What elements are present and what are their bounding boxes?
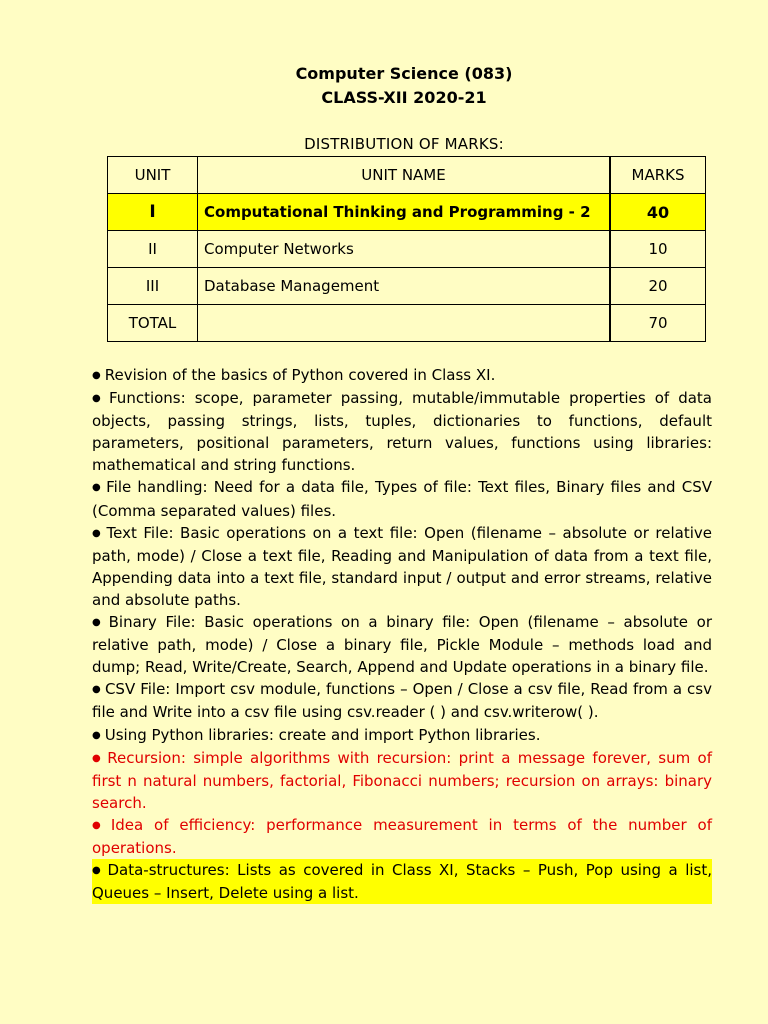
unit-name-cell: Computational Thinking and Programming - 2 bbox=[198, 194, 611, 231]
total-marks-cell: 70 bbox=[610, 305, 706, 342]
bullet-icon: ● bbox=[92, 684, 101, 696]
distribution-heading: DISTRIBUTION OF MARKS: bbox=[304, 135, 504, 153]
bullet-icon: ● bbox=[92, 393, 105, 405]
table-row bbox=[108, 194, 706, 231]
bullet-icon: ● bbox=[92, 752, 104, 764]
syllabus-item bbox=[92, 678, 712, 723]
bullet-icon: ● bbox=[92, 819, 107, 831]
bullet-icon: ● bbox=[92, 617, 105, 629]
syllabus-item-text: Recursion: simple algorithms with recursion: print a message forever, sum of first n natural numbers, factorial, Fibonacci numbers; recursion on arrays: binary search. bbox=[92, 748, 712, 812]
bullet-icon: ● bbox=[92, 865, 104, 877]
syllabus-item bbox=[92, 724, 712, 747]
unit-cell: III bbox=[108, 268, 198, 305]
total-name-cell bbox=[198, 305, 611, 342]
syllabus-content bbox=[92, 364, 712, 904]
syllabus-item bbox=[92, 611, 712, 678]
document-title: Computer Science (083) bbox=[295, 64, 513, 83]
bullet-icon: ● bbox=[92, 527, 103, 539]
syllabus-item-text: Text File: Basic operations on a text file: Open (filename – absolute or relative path, mode) / Close a text file, Reading and Manipulation of data from a text file, Appending data into a text file, standard input / output and error streams, relative and absolute paths. bbox=[92, 523, 712, 609]
marks-table bbox=[107, 156, 706, 342]
syllabus-item-text: Revision of the basics of Python covered in Class XI. bbox=[104, 366, 496, 384]
header-unit-name: UNIT NAME bbox=[198, 157, 611, 194]
bullet-icon: ● bbox=[92, 482, 103, 494]
total-label-cell: TOTAL bbox=[108, 305, 198, 342]
header-marks: MARKS bbox=[610, 157, 706, 194]
unit-cell: II bbox=[108, 231, 198, 268]
unit-name-cell: Computer Networks bbox=[198, 231, 611, 268]
table-row bbox=[108, 231, 706, 268]
table-row bbox=[108, 268, 706, 305]
table-total-row bbox=[108, 305, 706, 342]
bullet-icon: ● bbox=[92, 370, 101, 381]
table-header-row bbox=[108, 157, 706, 194]
unit-cell: I bbox=[108, 194, 198, 231]
syllabus-item-deleted bbox=[92, 814, 712, 859]
syllabus-item-text: Using Python libraries: create and import Python libraries. bbox=[104, 725, 541, 744]
class-title: CLASS-XII 2020-21 bbox=[321, 88, 487, 107]
syllabus-item-text: Data-structures: Lists as covered in Class XI, Stacks – Push, Pop using a list, Queues – Insert, Delete using a list. bbox=[92, 861, 713, 903]
header-unit: UNIT bbox=[108, 157, 198, 194]
syllabus-item bbox=[92, 387, 712, 476]
syllabus-item-text: Binary File: Basic operations on a binary file: Open (filename – absolute or relative path, mode) / Close a binary file, Pickle Module – methods load and dump; Read, Write/Create, Search, Append and Update operations in a binary file. bbox=[92, 613, 712, 677]
unit-name-cell: Database Management bbox=[198, 268, 611, 305]
syllabus-item bbox=[92, 364, 712, 387]
syllabus-item-text: Idea of efficiency: performance measurement in terms of the number of operations. bbox=[92, 815, 712, 857]
marks-cell: 10 bbox=[610, 231, 706, 268]
syllabus-item-text: Functions: scope, parameter passing, mutable/immutable properties of data objects, passing strings, lists, tuples, dictionaries to functions, default parameters, positional parameters, return values, functions using libraries: mathematical and string functions. bbox=[92, 389, 712, 475]
syllabus-item-text: CSV File: Import csv module, functions – Open / Close a csv file, Read from a csv file and Write into a csv file using csv.reader ( ) and csv.writerow( ). bbox=[92, 680, 712, 722]
syllabus-item-text: File handling: Need for a data file, Types of file: Text files, Binary files and CSV (Comma separated values) files. bbox=[92, 478, 712, 520]
syllabus-item-highlighted bbox=[92, 859, 712, 904]
syllabus-item bbox=[92, 522, 712, 611]
marks-cell: 40 bbox=[610, 194, 706, 231]
marks-cell: 20 bbox=[610, 268, 706, 305]
bullet-icon: ● bbox=[92, 729, 101, 741]
syllabus-item bbox=[92, 476, 712, 521]
syllabus-item-deleted bbox=[92, 747, 712, 814]
